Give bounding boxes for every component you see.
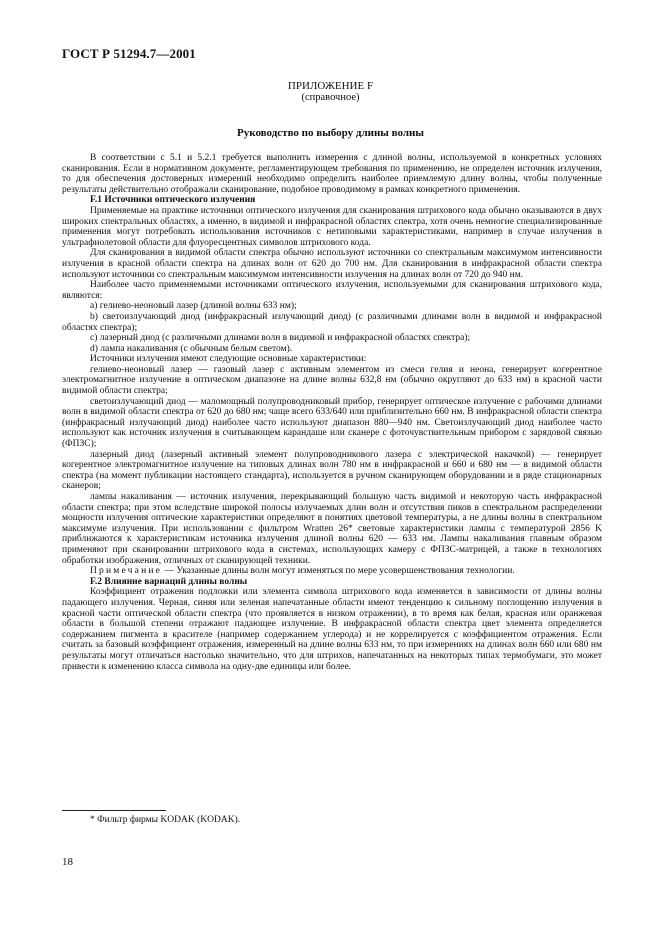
- paragraph: Наиболее часто применяемыми источниками оптического излучения, используемыми для сканирования штрихового кода, являются:: [62, 280, 602, 301]
- paragraph: В соответствии с 5.1 и 5.2.1 требуется выполнить измерения с длиной волны, используемой в конкретных условиях сканирования. Если в нормативном документе, регламентирующем требования по применению, не определен источник излучения, то для обеспечения достоверных измерений необходимо определить наиболее приемлемую длину волны, чтобы полученные результаты действительно отображали сканирование, подобное проводимому в рамках конкретного применения.: [62, 153, 602, 195]
- appendix-type: (справочное): [301, 92, 360, 103]
- section-heading: F.1 Источники оптического излучения: [90, 195, 256, 206]
- paragraph: Применяемые на практике источники оптического излучения для сканирования штрихового кода обычно оказываются в двух широких спектральных областях, а именно, в видимой и инфракрасной областях спектра, хотя очень немногие специализированные применения могут потребовать использования источников с нетиповыми характеристиками, например в случае излучения в ультрафиолетовой области для флуоресцентных символов штрихового кода.: [62, 205, 602, 248]
- document-title: Руководство по выбору длины волны: [237, 127, 424, 139]
- body-text: [62, 153, 602, 672]
- standard-number: ГОСТ Р 51294.7—2001: [62, 46, 196, 61]
- appendix-heading: [62, 80, 599, 104]
- note-label: Примечание: [90, 566, 163, 577]
- paragraph: Источники излучения имеют следующие основные характеристики:: [90, 354, 367, 365]
- paragraph: лампы накаливания — источник излучения, перекрывающий большую часть видимой и некоторую часть инфракрасной области спектра; при этом вследствие широкой полосы излучаемых длин волн и отсутствия пиков в спектральном распределении мощности излучения оптические характеристики определяют в понятиях цветовой температуры, а не длины волны в спектральном максимуме излучения. При использовании с фильтром Wratten 26* световые характеристики лампы с температурой 2856 K приближаются к характеристикам источника излучения длиной волны 620 — 633 нм. Лампы накаливания главным образом применяют при сканировании штрихового кода в системах, использующих камеру с ФПЗС-матрицей, а также в технологиях обработки изображения, отличных от сканирующей техники.: [62, 492, 602, 566]
- list-item: c) лазерный диод (с различными длинами волн в видимой и инфракрасной областях спектра);: [90, 333, 471, 344]
- section-heading: F.2 Влияние вариаций длины волны: [90, 576, 248, 587]
- list-item: a) гелиево-неоновый лазер (длиной волны 633 нм);: [90, 301, 297, 312]
- paragraph: гелиево-неоновый лазер — газовый лазер с активным элементом из смеси гелия и неона, генерирует когерентное электромагнитное излучение в оптическом диапазоне на длине волны 632,8 нм (обычно округляют до 633 нм) в красной части видимой области спектра;: [62, 364, 602, 397]
- appendix-label: ПРИЛОЖЕНИЕ F: [287, 80, 374, 92]
- footnote-divider: [62, 810, 166, 811]
- paragraph: светоизлучающий диод — маломощный полупроводниковый прибор, генерирует оптическое излучение с рабочими длинами волн в видимой области спектра от 620 до 680 нм; чаще всего 633/640 или приблизительно 660 нм. В инфракрасной области спектра (инфракрасный излучающий диод) наиболее часто используют диапазон 880—940 нм. Светоизлучающий диод наиболее часто используют как источник излучения в считывающем карандаше или сканере с фоточувствительным прибором с зарядовой связью (ФПЗС);: [62, 396, 602, 450]
- paragraph: Для сканирования в видимой области спектра обычно используют источники со спектральным максимумом интенсивности излучения в красной области спектра на длинах волн от 620 до 700 нм. Для сканирования в инфракрасной области спектра используют источники со спектральным максимумом интенсивности излучения на длинах волн от 720 до 940 нм.: [62, 248, 602, 280]
- list-item: b) светоизлучающий диод (инфракрасный излучающий диод) (с различными длинами волн в видимой и инфракрасной областях спектра);: [62, 311, 602, 333]
- list-item: d) лампа накаливания (с обычным белым светом).: [90, 343, 293, 354]
- paragraph: Коэффициент отражения подложки или элемента символа штрихового кода изменяется в зависимости от длины волны падающего излучения. Черная, синяя или зеленая напечатанные области имеют тенденцию к сильному поглощению излучения в красной части оптической области спектра (что проявляется в низком отражении), в то время как белая, красная или оранжевая области в большой степени отражают падающее излучение. В инфракрасной области спектра цвет элемента определяется содержанием пигмента в красителе (например содержанием углерода) и не коррелируется с коэффициентом отражения. Если считать за базовый коэффициент отражения, измеренный на длине волны 633 нм, то при измерениях на длинах волн 660 или 680 нм результаты могут отличаться настолько значительно, что для штрихов, напечатанных на некоторых типах термобумаги, это может привести к изменению класса символа на одну-две единицы или более.: [62, 587, 602, 672]
- footnote: * Фильтр фирмы KODAK (KODAK).: [90, 815, 241, 825]
- paragraph: лазерный диод (лазерный активный элемент полупроводникового лазера с электрической накачкой) — генерирует когерентное электромагнитное излучение на типовых длинах волн 780 нм в инфракрасной и 660 и 680 нм — в видимой области спектра (на момент публикации настоящего стандарта), используется в ручном сканирующем оборудовании и в ряде стационарных сканеров;: [62, 449, 602, 492]
- page-number: 18: [62, 856, 73, 868]
- note: [62, 566, 602, 577]
- note-text: — Указанные длины волн могут изменяться по мере усовершенствования технологии.: [162, 566, 515, 577]
